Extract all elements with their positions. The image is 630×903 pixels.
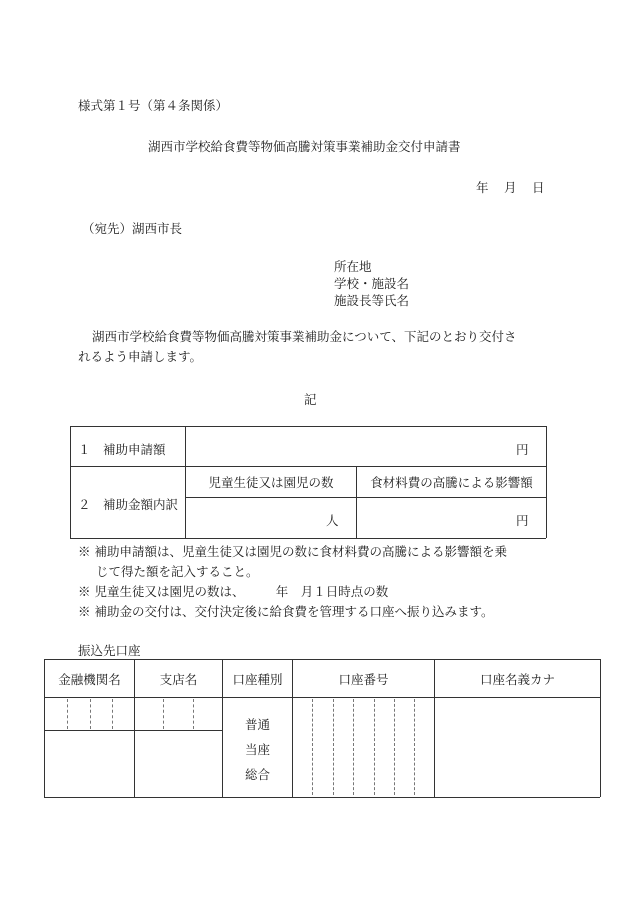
col-b-header: 食材料費の高騰による影響額 <box>370 475 533 490</box>
row1-label: １ 補助申請額 <box>78 442 166 457</box>
account-type-header: 口座種別 <box>232 671 283 687</box>
request-text-line2: れるよう申請します。 <box>78 349 203 364</box>
form-title: 湖西市学校給食費等物価高騰対策事業補助金交付申請書 <box>148 139 461 154</box>
account-number-header: 口座番号 <box>338 671 389 687</box>
note1-line2: じて得た額を記入すること。 <box>96 564 259 579</box>
col-a-unit: 人 <box>326 513 339 528</box>
account-type-general: 総合 <box>245 767 271 782</box>
row1-unit: 円 <box>516 442 529 457</box>
col-a-header: 児童生徒又は園児の数 <box>208 475 334 490</box>
request-text-line1: 湖西市学校給食費等物価高騰対策事業補助金について、下記のとおり交付さ <box>92 329 517 344</box>
form-number: 様式第１号（第４条関係） <box>78 98 229 113</box>
note1-line1: ※ 補助申請額は、児童生徒又は園児の数に食材料費の高騰による影響額を乗 <box>78 544 507 559</box>
account-type-ordinary: 普通 <box>245 717 271 732</box>
ki-label: 記 <box>304 392 317 407</box>
address-label: 所在地 <box>334 259 372 274</box>
branch-header: 支店名 <box>159 671 198 687</box>
addressee: （宛先）湖西市長 <box>82 221 183 236</box>
row2-label: ２ 補助金額内訳 <box>78 497 179 512</box>
head-label: 施設長等氏名 <box>334 293 410 308</box>
school-label: 学校・施設名 <box>334 276 410 291</box>
col-b-unit: 円 <box>516 513 529 528</box>
account-holder-header: 口座名義カナ <box>479 671 555 687</box>
bank-name-header: 金融機関名 <box>58 671 121 687</box>
account-type-checking: 当座 <box>245 742 271 757</box>
date-month: 月 <box>504 180 517 195</box>
date-day: 日 <box>532 180 545 195</box>
date-year: 年 <box>476 180 489 195</box>
bank-section-label: 振込先口座 <box>78 643 141 658</box>
note2: ※ 児童生徒又は園児の数は、 年 月１日時点の数 <box>78 584 389 599</box>
note3: ※ 補助金の交付は、交付決定後に給食費を管理する口座へ振り込みます。 <box>78 604 494 619</box>
